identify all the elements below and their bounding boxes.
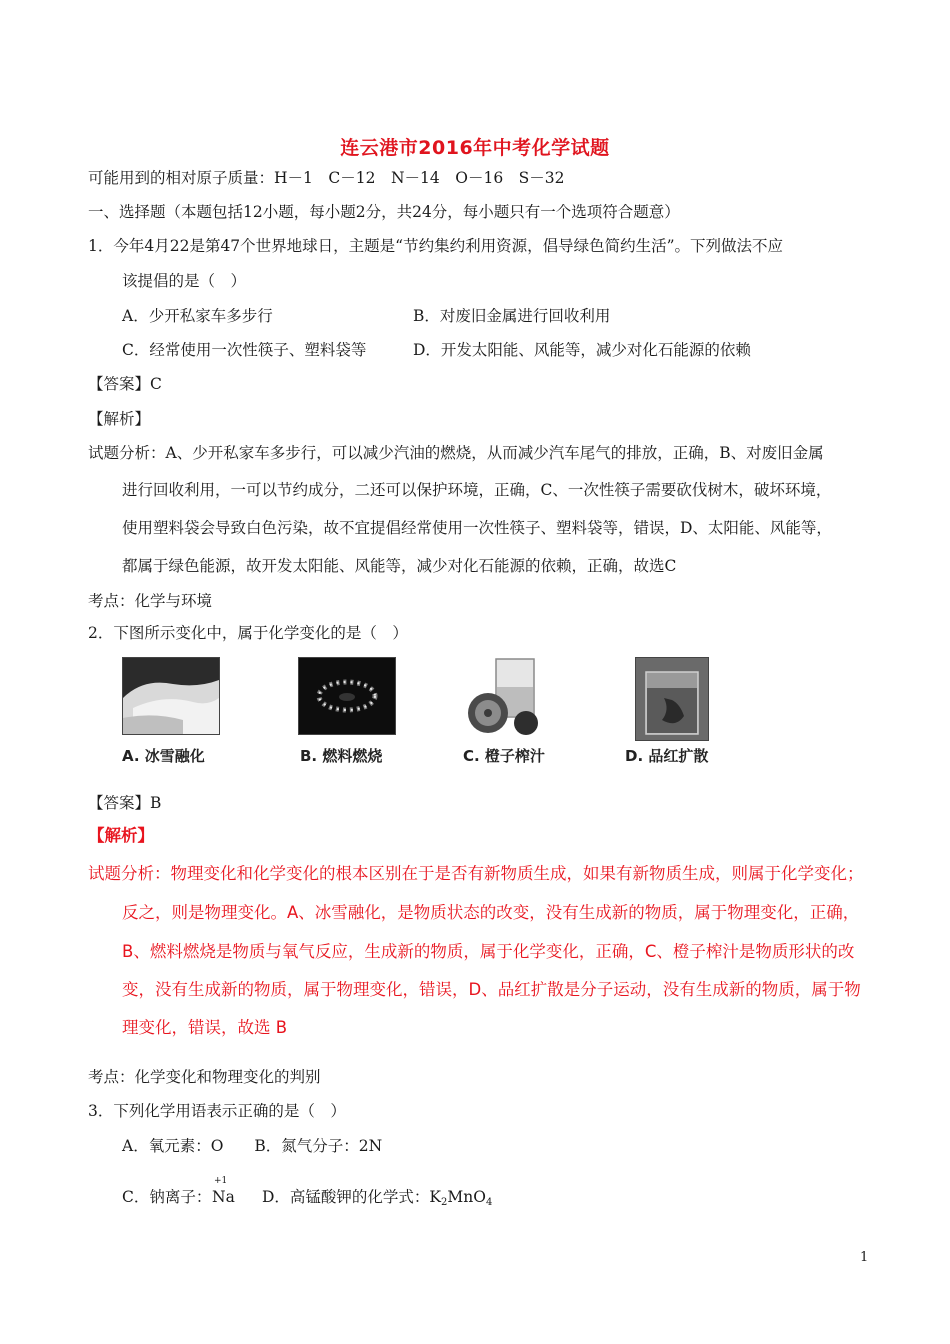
figure-fuel-burning xyxy=(298,657,396,735)
q1-option-b: B．对废旧金属进行回收利用 xyxy=(413,307,611,325)
q1-analysis-label: 【解析】 xyxy=(88,410,151,428)
q1-analysis-line4: 都属于绿色能源，故开发太阳能、风能等，减少对化石能源的依赖，正确，故选C xyxy=(122,557,677,575)
beaker-image xyxy=(636,658,708,740)
orange-image xyxy=(466,657,554,737)
q3-option-d-mno: MnO xyxy=(447,1188,486,1206)
atomic-mass-line: 可能用到的相对原子质量：H－1 C－12 N－14 O－16 S－32 xyxy=(88,169,565,187)
page-number: 1 xyxy=(860,1250,869,1265)
q3-option-d xyxy=(262,1187,492,1213)
section-heading: 一、选择题（本题包括12小题，每小题2分，共24分，每小题只有一个选项符合题意） xyxy=(88,203,680,221)
q3-options-ab: A．氧元素：O B．氮气分子：2N xyxy=(122,1137,383,1155)
figure-orange-juice xyxy=(466,657,554,737)
q1-option-d: D．开发太阳能、风能等，减少对化石能源的依赖 xyxy=(413,341,751,359)
caption-c: C. 橙子榨汁 xyxy=(463,747,545,765)
q1-answer: 【答案】C xyxy=(88,375,162,393)
q3-stem: 3．下列化学用语表示正确的是（ ） xyxy=(88,1102,346,1120)
q2-stem: 2．下图所示变化中，属于化学变化的是（ ） xyxy=(88,624,408,642)
q1-stem-line1: 1．今年4月22是第47个世界地球日，主题是“节约集约利用资源，倡导绿色简约生活”。下列做法不应 xyxy=(88,237,784,255)
q1-option-c: C．经常使用一次性筷子、塑料袋等 xyxy=(122,341,367,359)
q2-analysis-line1: 试题分析：物理变化和化学变化的根本区别在于是否有新物质生成，如果有新物质生成，则属于化学变化； xyxy=(88,864,864,883)
q2-analysis-label: 【解析】 xyxy=(88,826,154,845)
q1-kaodian: 考点：化学与环境 xyxy=(88,592,213,610)
q3-option-c-symbol: Na xyxy=(212,1188,235,1206)
q2-analysis-line5: 理变化，错误，故选 B xyxy=(122,1018,288,1037)
q3-option-c-superscript: +1 xyxy=(214,1176,228,1186)
q3-option-d-o-subscript: 4 xyxy=(485,1197,493,1208)
q1-analysis-line2: 进行回收利用，一可以节约成分，二还可以保护环境，正确，C、一次性筷子需要砍伐树木，破坏环境， xyxy=(122,481,832,499)
page-title: 连云港市2016年中考化学试题 xyxy=(340,137,610,159)
caption-a: A. 冰雪融化 xyxy=(122,747,205,765)
q2-kaodian: 考点：化学变化和物理变化的判别 xyxy=(88,1068,321,1086)
q2-analysis-line3: B、燃料燃烧是物质与氧气反应，生成新的物质，属于化学变化，正确，C、橙子榨汁是物质形状的改 xyxy=(122,942,855,961)
figure-ice-melting xyxy=(122,657,220,735)
ice-image xyxy=(123,658,219,734)
caption-b: B. 燃料燃烧 xyxy=(300,747,383,765)
figure-dye-diffusion xyxy=(635,657,709,741)
q3-option-d-label: D．高锰酸钾的化学式：K xyxy=(262,1188,442,1206)
flame-image xyxy=(299,658,395,734)
caption-d: D. 品红扩散 xyxy=(625,747,709,765)
q3-option-d-k-subscript: 2 xyxy=(441,1197,448,1208)
q1-option-a: A．少开私家车多步行 xyxy=(122,307,273,325)
q2-answer: 【答案】B xyxy=(88,794,162,812)
q1-analysis-line3: 使用塑料袋会导致白色污染，故不宜提倡经常使用一次性筷子、塑料袋等，错误，D、太阳能、风能等， xyxy=(122,519,832,537)
q2-analysis-line2: 反之，则是物理变化。A、冰雪融化，是物质状态的改变，没有生成新的物质，属于物理变化，正确， xyxy=(122,903,860,922)
q3-option-c-label: C．钠离子： xyxy=(122,1188,212,1206)
q1-analysis-line1: 试题分析：A、少开私家车多步行，可以减少汽油的燃烧，从而减少汽车尾气的排放，正确，B、对废旧金属 xyxy=(88,444,824,462)
q2-analysis-line4: 变，没有生成新的物质，属于物理变化，错误，D、品红扩散是分子运动，没有生成新的物质，属于物 xyxy=(122,980,861,999)
q1-stem-line2: 该提倡的是（ ） xyxy=(122,272,247,290)
